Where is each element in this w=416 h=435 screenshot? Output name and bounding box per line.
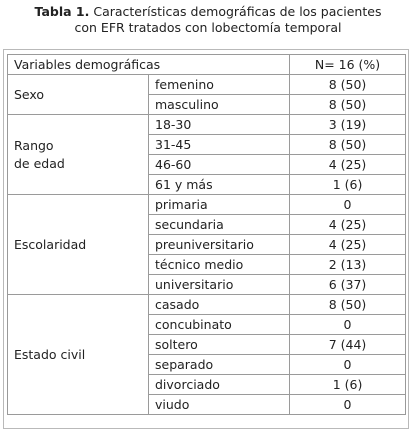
caption-line-2: con EFR tratados con lobectomía temporal xyxy=(74,20,342,35)
category-value: 4 (25) xyxy=(290,235,406,255)
category-value: 7 (44) xyxy=(290,335,406,355)
category-value: 3 (19) xyxy=(290,115,406,135)
category-value: 0 xyxy=(290,315,406,335)
category-value: 1 (6) xyxy=(290,175,406,195)
category-label: 61 y más xyxy=(149,175,290,195)
table-body xyxy=(8,55,406,415)
header-count: N= 16 (%) xyxy=(290,55,406,75)
category-label: 31-45 xyxy=(149,135,290,155)
category-label: separado xyxy=(149,355,290,375)
category-value: 8 (50) xyxy=(290,135,406,155)
table-row xyxy=(8,75,406,95)
category-label: viudo xyxy=(149,395,290,415)
category-value: 4 (25) xyxy=(290,215,406,235)
category-value: 4 (25) xyxy=(290,155,406,175)
category-value: 8 (50) xyxy=(290,95,406,115)
category-value: 8 (50) xyxy=(290,295,406,315)
category-label: soltero xyxy=(149,335,290,355)
demographics-table xyxy=(7,54,406,415)
category-label: técnico medio xyxy=(149,255,290,275)
group-label xyxy=(8,115,149,195)
group-label-line: Escolaridad xyxy=(14,236,87,252)
group-label-line: Estado civil xyxy=(14,346,86,362)
category-label: femenino xyxy=(149,75,290,95)
header-variables: Variables demográficas xyxy=(8,55,290,75)
category-label: secundaria xyxy=(149,215,290,235)
category-value: 0 xyxy=(290,395,406,415)
category-value: 2 (13) xyxy=(290,255,406,275)
group-label-line: Sexo xyxy=(14,86,45,102)
group-label xyxy=(8,295,149,415)
group-label-line: Rango xyxy=(14,137,54,153)
category-label: 18-30 xyxy=(149,115,290,135)
category-label: casado xyxy=(149,295,290,315)
category-value: 0 xyxy=(290,355,406,375)
category-label: universitario xyxy=(149,275,290,295)
table-row xyxy=(8,115,406,135)
category-value: 1 (6) xyxy=(290,375,406,395)
category-label: concubinato xyxy=(149,315,290,335)
category-label: divorciado xyxy=(149,375,290,395)
group-label-line: de edad xyxy=(14,155,65,171)
category-label: primaria xyxy=(149,195,290,215)
table-row xyxy=(8,295,406,315)
category-label: preuniversitario xyxy=(149,235,290,255)
header-row xyxy=(8,55,406,75)
group-label xyxy=(8,75,149,115)
table-row xyxy=(8,195,406,215)
caption-line-1 xyxy=(0,4,416,20)
caption-title: Características demográficas de los pacientes xyxy=(89,4,382,19)
table-caption xyxy=(0,4,416,36)
category-label: masculino xyxy=(149,95,290,115)
group-label xyxy=(8,195,149,295)
category-value: 6 (37) xyxy=(290,275,406,295)
category-label: 46-60 xyxy=(149,155,290,175)
caption-label: Tabla 1. xyxy=(34,4,90,19)
category-value: 8 (50) xyxy=(290,75,406,95)
category-value: 0 xyxy=(290,195,406,215)
